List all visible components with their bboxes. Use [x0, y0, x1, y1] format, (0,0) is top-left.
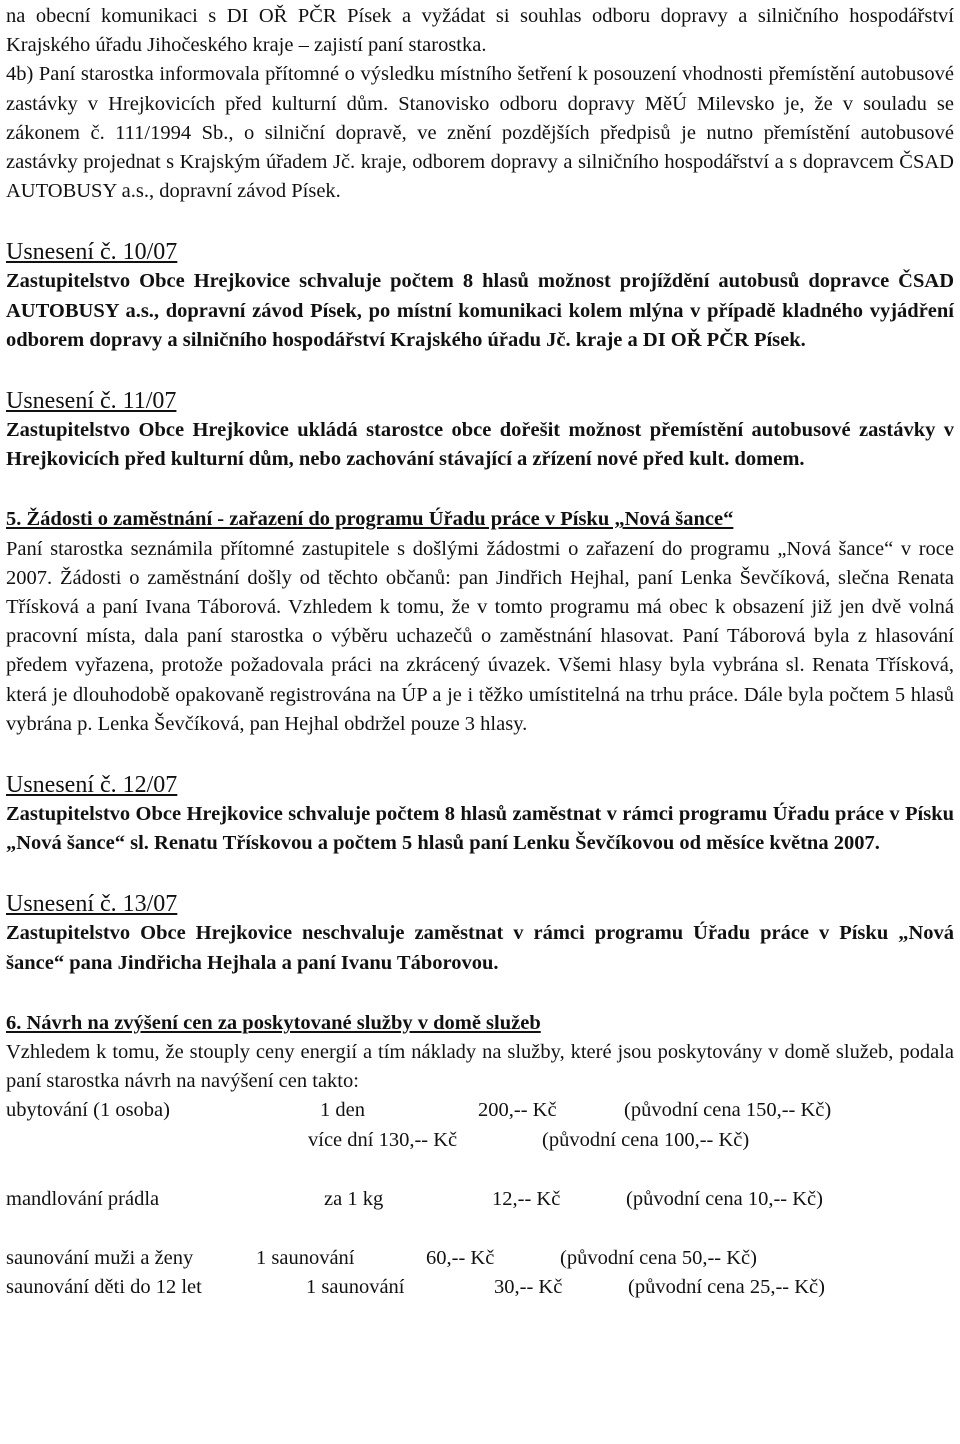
resolution-text: Zastupitelstvo Obce Hrejkovice neschvaluje zaměstnat v rámci programu Úřadu práce v Písku „Nová šance“ pana Jindřicha Hejhala a paní Ivanu Táborovou. — [6, 922, 954, 974]
resolution-heading: Usnesení č. 12/07 — [6, 772, 178, 799]
price-row — [6, 1244, 954, 1274]
price-value: 30,-- Kč — [494, 1276, 563, 1299]
intro-paragraph-1: na obecní komunikaci s DI OŘ PČR Písek a vyžádat si souhlas odboru dopravy a silničního hospodářství Krajského úřadu Jihočeského kraje – zajistí paní starostka. — [6, 5, 954, 57]
price-row — [6, 1126, 954, 1156]
price-unit: za 1 kg — [324, 1187, 384, 1210]
price-service: saunování děti do 12 let — [6, 1276, 202, 1299]
price-service: saunování muži a ženy — [6, 1246, 194, 1269]
resolution-heading: Usnesení č. 10/07 — [6, 239, 178, 266]
price-original: (původní cena 50,-- Kč) — [560, 1246, 757, 1269]
price-row — [6, 1096, 954, 1126]
price-value: 60,-- Kč — [426, 1246, 495, 1269]
price-original: (původní cena 10,-- Kč) — [626, 1187, 823, 1210]
price-original: (původní cena 25,-- Kč) — [628, 1276, 825, 1299]
resolution-heading: Usnesení č. 11/07 — [6, 388, 177, 415]
price-unit: 1 saunování — [256, 1246, 355, 1269]
intro-paragraph-2: 4b) Paní starostka informovala přítomné o výsledku místního šetření k posouzení vhodnosti přemístění autobusové zastávky v Hrejkovicích před kulturní dům. Stanovisko odboru dopravy MěÚ Milevsko je, že v souladu se zákonem č. 111/1994 Sb., o silniční dopravě, ve znění pozdějších předpisů je nutno přemístění autobusové zastávky projednat s Krajským úřadem Jč. kraje, odborem dopravy a silničního hospodářství a s dopravcem ČSAD AUTOBUSY a.s., dopravní závod Písek. — [6, 63, 954, 203]
price-value: 12,-- Kč — [492, 1187, 561, 1210]
section-5 — [6, 505, 954, 739]
section-6 — [6, 1009, 954, 1303]
price-unit: 1 den — [320, 1099, 365, 1122]
section-body: Vzhledem k tomu, že stouply ceny energií a tím náklady na služby, které jsou poskytovány v domě služeb, podala paní starostka návrh na navýšení cen takto: — [6, 1041, 954, 1093]
resolution-11 — [6, 386, 954, 474]
price-row — [6, 1185, 954, 1215]
resolution-13 — [6, 889, 954, 977]
price-original: (původní cena 100,-- Kč) — [542, 1128, 750, 1151]
document-page — [6, 0, 954, 1303]
price-original: (původní cena 150,-- Kč) — [624, 1099, 832, 1122]
price-service: mandlování prádla — [6, 1187, 160, 1210]
price-list — [6, 1096, 954, 1303]
price-service: ubytování (1 osoba) — [6, 1099, 170, 1122]
section-title: 5. Žádosti o zaměstnání - zařazení do programu Úřadu práce v Písku „Nová šance“ — [6, 508, 734, 531]
resolution-10 — [6, 237, 954, 355]
price-unit: více dní 130,-- Kč — [308, 1128, 458, 1151]
price-value: 200,-- Kč — [478, 1099, 557, 1122]
resolution-text: Zastupitelstvo Obce Hrejkovice schvaluje počtem 8 hlasů zaměstnat v rámci programu Úřadu práce v Písku „Nová šance“ sl. Renatu Třískovou a počtem 5 hlasů paní Lenku Ševčíkovou od měsíce května 2007. — [6, 803, 954, 855]
resolution-12 — [6, 770, 954, 858]
resolution-text: Zastupitelstvo Obce Hrejkovice schvaluje počtem 8 hlasů možnost projíždění autobusů dopravce ČSAD AUTOBUSY a.s., dopravní závod Písek, po místní komunikaci kolem mlýna v případě kladného vyjádření odborem dopravy a silničního hospodářství Krajského úřadu Jč. kraje a DI OŘ PČR Písek. — [6, 270, 954, 351]
resolution-heading: Usnesení č. 13/07 — [6, 891, 178, 918]
price-row — [6, 1273, 954, 1303]
section-body: Paní starostka seznámila přítomné zastupitele s došlými žádostmi o zařazení do programu „Nová šance“ v roce 2007. Žádosti o zaměstnání došly od těchto občanů: pan Jindřich Hejhal, paní Lenka Ševčíková, slečna Renata Třísková a paní Ivana Táborová. Vzhledem k tomu, že v tomto programu má obec k obsazení již jen dvě volná pracovní místa, dala paní starostka o výběru uchazečů o zaměstnání hlasovat. Paní Táborová byla z hlasování předem vyřazena, protože požadovala práci na zkrácený úvazek. Všemi hlasy byla vybrána sl. Renata Třísková, která je dlouhodobě opakovaně registrována na ÚP a je i těžko umístitelná na trhu práce. Dále byla počtem 5 hlasů vybrána p. Lenka Ševčíková, pan Hejhal obdržel pouze 3 hlasy. — [6, 537, 954, 735]
price-unit: 1 saunování — [306, 1276, 405, 1299]
resolution-text: Zastupitelstvo Obce Hrejkovice ukládá starostce obce dořešit možnost přemístění autobusové zastávky v Hrejkovicích před kulturní dům, nebo zachování stávající a zřízení nové před kult. domem. — [6, 419, 954, 471]
section-title: 6. Návrh na zvýšení cen za poskytované služby v domě služeb — [6, 1011, 541, 1034]
